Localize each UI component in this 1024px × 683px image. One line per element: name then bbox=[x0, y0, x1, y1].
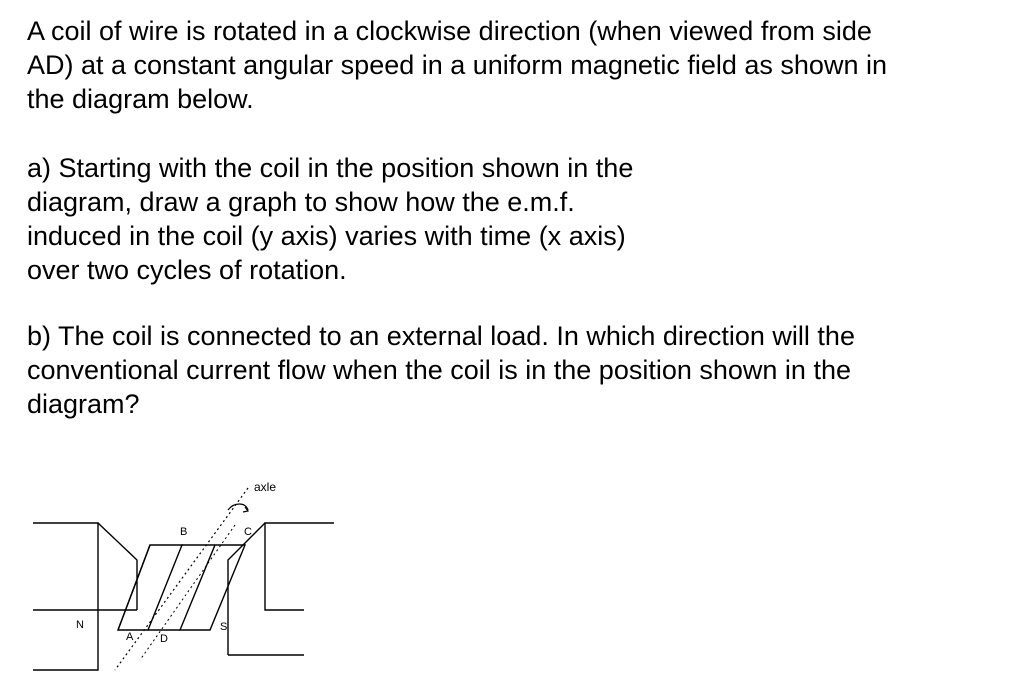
intro-line: the diagram below. bbox=[27, 84, 254, 114]
north-pole-label: N bbox=[76, 619, 84, 631]
question-part-a bbox=[27, 151, 727, 287]
part-a-line: diagram, draw a graph to show how the e.m.f. bbox=[27, 187, 575, 217]
intro-line: AD) at a constant angular speed in a uniform magnetic field as shown in bbox=[27, 50, 887, 80]
part-b-line: conventional current flow when the coil is in the position shown in the bbox=[27, 355, 851, 385]
south-pole-label: S bbox=[220, 621, 228, 633]
corner-label-d: D bbox=[160, 633, 168, 645]
part-a-line: a) Starting with the coil in the position shown in the bbox=[27, 153, 634, 183]
coil-magnet-diagram bbox=[0, 460, 360, 683]
coil-side-ab bbox=[118, 545, 182, 630]
question-intro bbox=[27, 14, 1002, 116]
north-pole-block bbox=[33, 523, 98, 670]
axle-label: axle bbox=[254, 480, 277, 494]
part-b-line: diagram? bbox=[27, 389, 140, 419]
part-a-line: induced in the coil (y axis) varies with time (x axis) bbox=[27, 221, 626, 251]
part-a-line: over two cycles of rotation. bbox=[27, 255, 347, 285]
corner-label-b: B bbox=[180, 526, 188, 538]
south-pole-block bbox=[265, 523, 334, 610]
coil-side-cd bbox=[180, 545, 245, 630]
corner-label-c: C bbox=[244, 526, 252, 538]
question-part-b bbox=[27, 319, 1002, 421]
intro-line: A coil of wire is rotated in a clockwise direction (when viewed from side bbox=[27, 16, 872, 46]
south-pole-face bbox=[228, 523, 265, 655]
part-b-line: b) The coil is connected to an external load. In which direction will the bbox=[27, 321, 855, 351]
corner-label-a: A bbox=[126, 631, 134, 643]
